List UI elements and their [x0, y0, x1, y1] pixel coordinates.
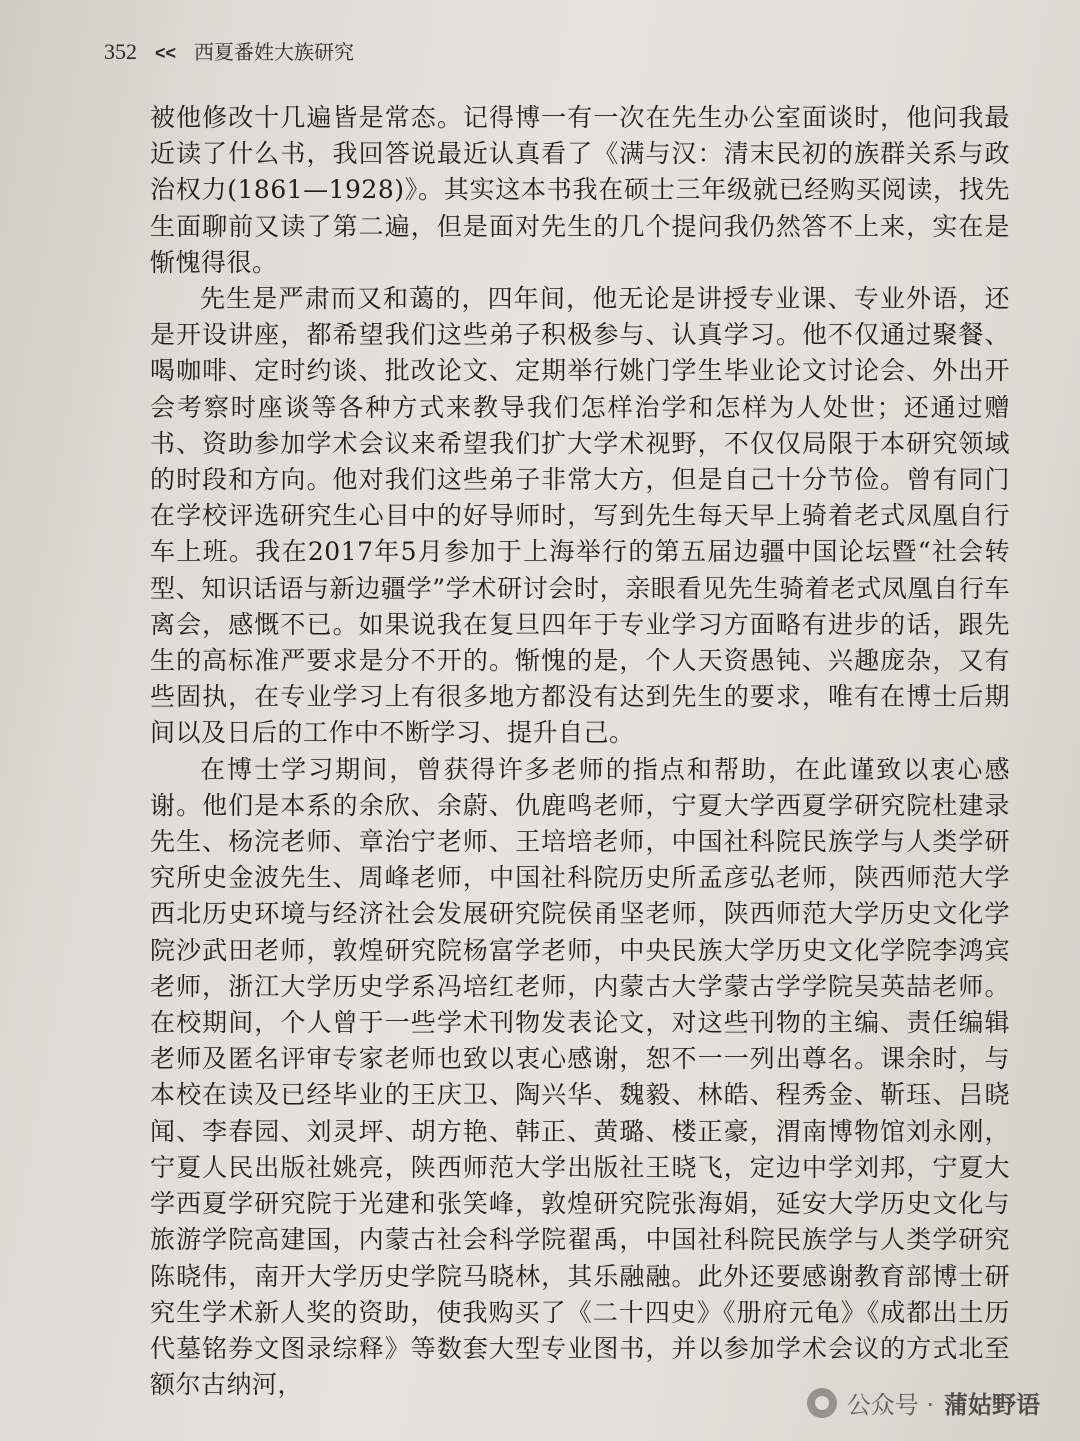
wechat-watermark: [807, 1385, 1040, 1420]
book-title: 西夏番姓大族研究: [194, 40, 355, 64]
running-header: [104, 36, 354, 64]
paragraph-1: 被他修改十几遍皆是常态。记得博一有一次在先生办公室面谈时，他问我最近读了什么书，我回答说最近认真看了《满与汉：清末民初的族群关系与政治权力(1861—1928)》。其实这本书我在硕士三年级就已经购买阅读，找先生面聊前又读了第二遍，但是面对先生的几个提问我仍然答不上来，实在是惭愧得很。: [150, 103, 1010, 277]
watermark-account-name: 蒲姑野语: [944, 1391, 1040, 1419]
header-mark: <<: [155, 43, 177, 63]
body-text: [150, 100, 1010, 1403]
paragraph-2: 先生是严肃而又和蔼的，四年间，他无论是讲授专业课、专业外语，还是开设讲座，都希望我们这些弟子积极参与、认真学习。他不仅通过聚餐、喝咖啡、定时约谈、批改论文、定期举行姚门学生毕业论文讨论会、外出开会考察时座谈等各种方式来教导我们怎样治学和怎样为人处世；还通过赠书、资助参加学术会议来希望我们扩大学术视野，不仅仅局限于本研究领域的时段和方向。他对我们这些弟子非常大方，但是自己十分节俭。曾有同门在学校评选研究生心目中的好导师时，写到先生每天早上骑着老式凤凰自行车上班。我在2017年5月参加于上海举行的第五届边疆中国论坛暨“社会转型、知识话语与新边疆学”学术研讨会时，亲眼看见先生骑着老式凤凰自行车离会，感慨不已。如果说我在复旦四年于专业学习方面略有进步的话，跟先生的高标准严要求是分不开的。惭愧的是，个人天资愚钝、兴趣庞杂，又有些固执，在专业学习上有很多地方都没有达到先生的要求，唯有在博士后期间以及日后的工作中不断学习、提升自己。: [150, 284, 1010, 748]
paragraph-3: 在博士学习期间，曾获得许多老师的指点和帮助，在此谨致以衷心感谢。他们是本系的余欣、余蔚、仇鹿鸣老师，宁夏大学西夏学研究院杜建录先生、杨浣老师、章治宁老师、王培培老师，中国社科院民族学与人类学研究所史金波先生、周峰老师，中国社科院历史所孟彦弘老师，陕西师范大学西北历史环境与经济社会发展研究院侯甬坚老师，陕西师范大学历史文化学院沙武田老师，敦煌研究院杨富学老师，中央民族大学历史文化学院李鸿宾老师，浙江大学历史学系冯培红老师，内蒙古大学蒙古学学院吴英喆老师。在校期间，个人曾于一些学术刊物发表论文，对这些刊物的主编、责任编辑老师及匿名评审专家老师也致以衷心感谢，恕不一一列出尊名。课余时，与本校在读及已经毕业的王庆卫、陶兴华、魏毅、林皓、程秀金、靳珏、吕晓闻、李春园、刘灵坪、胡方艳、韩正、黄璐、楼正豪，渭南博物馆刘永刚，宁夏人民出版社姚亮，陕西师范大学出版社王晓飞，定边中学刘邦，宁夏大学西夏学研究院于光建和张笑峰，敦煌研究院张海娟，延安大学历史文化与旅游学院高建国，内蒙古社会科学院翟禹，中国社科院民族学与人类学研究陈晓伟，南开大学历史学院马晓林，其乐融融。此外还要感谢教育部博士研究生学术新人奖的资助，使我购买了《二十四史》《册府元龟》《成都出土历代墓铭券文图录综释》等数套大型专业图书，并以参加学术会议的方式北至额尔古纳河，: [150, 754, 1010, 1400]
wechat-account-icon: [807, 1388, 837, 1418]
watermark-prefix: 公众号 ·: [846, 1391, 934, 1419]
page-number: 352: [104, 39, 137, 64]
